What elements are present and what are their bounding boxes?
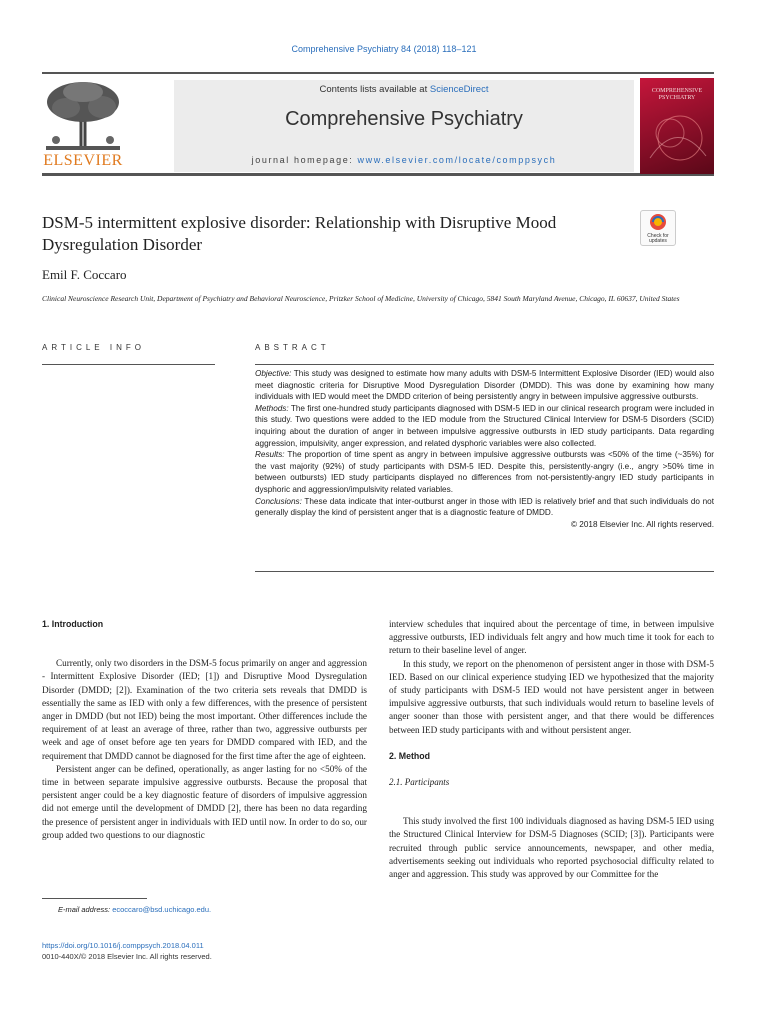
article-title: DSM-5 intermittent explosive disorder: Relationship with Disruptive Mood Dysregulation Disorder (42, 213, 557, 254)
right-paragraph-1: interview schedules that inquired about the percentage of time, in between impulsive aggressive outbursts, IED individuals felt angry and how much time it took for each to return to their baseline level of anger. (389, 619, 714, 656)
author-email-footnote (58, 905, 211, 914)
cover-title: COMPREHENSIVE PSYCHIATRY (651, 88, 703, 102)
introduction-paragraph-2: Persistent anger can be defined, operationally, as anger lasting for no <50% of the time in between separate impulsive aggressive outbursts. Because the proposal that persistent anger could be a key diagnostic feature of disorders of impulsive aggression did not emerge until the development of DMDD [2], there has been no data regarding the presence of persistent anger in individuals with IED until now. In order to do so, our group added two questions to our diagnostic (42, 763, 367, 840)
abstract-rule-bottom (255, 571, 714, 572)
abstract-rule-top (255, 364, 714, 365)
abstract-copyright: © 2018 Elsevier Inc. All rights reserved. (570, 519, 714, 529)
crossmark-icon (641, 211, 675, 233)
footnote-rule (42, 898, 147, 899)
journal-citation-link[interactable]: Comprehensive Psychiatry 84 (2018) 118–121 (291, 44, 477, 54)
abstract-results (255, 449, 714, 495)
abstract-methods (255, 403, 714, 449)
author-name: Emil F. Coccaro (42, 267, 127, 282)
abstract-conclusions (255, 496, 714, 519)
elsevier-wordmark: ELSEVIER (43, 152, 123, 169)
methods-text: The first one-hundred study participants diagnosed with DSM-5 IED in our clinical research program were included in this study. Two questions were added to the IED module from the Structured Clinical Interview for DSM-5 Disorders (SCID) inquiring about the duration of anger in between impulsive aggressive outbursts in IED study participants. Data regarding aggression, impulsivity, anger expression, and related dysphoric variables were also collected. (255, 403, 714, 448)
introduction-paragraph-1: Currently, only two disorders in the DSM-5 focus primarily on anger and aggression - Intermittent Explosive Disorder (IED; [1]) and Disruptive Mood Dysregulation Disorder (DMDD; [2]). Examination of the two criteria sets reveals that DMDD is essentially the same as IED with only a few differences, with the presence of persistent anger in DMDD (but not IED) being the most important. Other differences include the requirement of at least an average of three, rather than two, aggressive outbursts per week and age of onset before age ten years for DMDD compared with IED, and the requirement that DMDD cannot be diagnosed for the first time after the age of eighteen. (42, 658, 367, 761)
doi-link[interactable]: https://doi.org/10.1016/j.comppsych.2018.04.011 (42, 941, 204, 950)
article-info-heading: ARTICLE INFO (42, 343, 145, 352)
journal-masthead (42, 72, 714, 176)
participants-paragraph-1: This study involved the first 100 individuals diagnosed as having DSM-5 IED using the Structured Clinical Interview for DSM-5 Diagnoses (SCID; [3]). Participants were recruited through public service announcements, newspaper, and other media, advertisements seeking out individuals who reported psychosocial difficulty related to anger and aggression. This study was approved by our Committee for the (389, 816, 714, 880)
participants-heading: 2.1. Participants (389, 777, 450, 788)
conclusions-label: Conclusions: (255, 496, 302, 506)
conclusions-text: These data indicate that inter-outburst anger in those with IED is relatively brief and that such individuals do not generally display the kind of persistent anger that is a diagnostic feature of DMDD. (255, 496, 714, 518)
journal-citation (0, 44, 768, 54)
journal-homepage (174, 155, 634, 165)
journal-cover-thumbnail[interactable] (640, 78, 714, 174)
issn-copyright: 0010-440X/© 2018 Elsevier Inc. All rights reserved. (42, 952, 212, 961)
objective-label: Objective: (255, 369, 292, 378)
results-text: The proportion of time spent as angry in between impulsive aggressive outbursts was <50% of the time (~35%) for the vast majority (92%) of study participants with DSM-5 IED. Despite this, persistently-angry (i.e., angry >50% time in between outbursts) IED study participants displayed no differences from not-persistently-angry IED study participants in dysphoric and aggression/impulsivity related variables. (255, 450, 714, 494)
objective-text: This study was designed to estimate how many adults with DSM-5 Intermittent Explosive Disorder (IED) would also meet diagnostic criteria for Disruptive Mood Dysregulation Disorder (DMDD). This was done by examining how many individuals with IED would meet the DMDD criterion of being persistently angry in between impulsive aggressive outbursts. (255, 369, 714, 402)
page-footer (42, 940, 212, 962)
abstract-objective (255, 368, 714, 403)
article-info-rule (42, 364, 215, 365)
abstract-body (255, 368, 714, 530)
right-paragraph-2: In this study, we report on the phenomenon of persistent anger in those with DSM-5 IED. Based on our clinical experience studying IED we hypothesized that the majority of study participants with DSM-5 IED would not have persistent anger in between impulsive aggressive outbursts, that such individuals would return to baseline levels of anger sooner than those with persistent anger, and that there would be differences between IED study participants with and without persistent anger. (389, 658, 714, 735)
body-column-left (42, 618, 367, 842)
method-heading: 2. Method (389, 750, 431, 761)
body-column-right (389, 618, 714, 881)
contents-prefix: Contents lists available at (319, 84, 430, 95)
methods-label: Methods: (255, 403, 289, 413)
homepage-link[interactable]: www.elsevier.com/locate/comppsych (357, 155, 557, 165)
author-email-link[interactable]: ecoccaro@bsd.uchicago.edu. (112, 905, 212, 914)
introduction-heading: 1. Introduction (42, 619, 104, 629)
results-label: Results: (255, 450, 285, 460)
journal-title-panel (174, 80, 634, 172)
sciencedirect-link[interactable]: ScienceDirect (429, 84, 489, 95)
elsevier-tree-logo (42, 80, 124, 172)
check-for-updates-badge[interactable] (640, 210, 676, 246)
author-affiliation: Clinical Neuroscience Research Unit, Department of Psychiatry and Behavioral Neuroscience, Pritzker School of Medicine, University of Chicago, 5841 South Maryland Avenue, Chicago, IL 60637, United States (42, 294, 680, 303)
contents-availability (174, 84, 634, 95)
email-label: E-mail address: (58, 905, 113, 914)
journal-name: Comprehensive Psychiatry (285, 108, 523, 130)
abstract-heading: ABSTRACT (255, 343, 330, 352)
homepage-prefix: journal homepage: (251, 155, 358, 165)
crossmark-label: Check for updates (647, 233, 669, 244)
